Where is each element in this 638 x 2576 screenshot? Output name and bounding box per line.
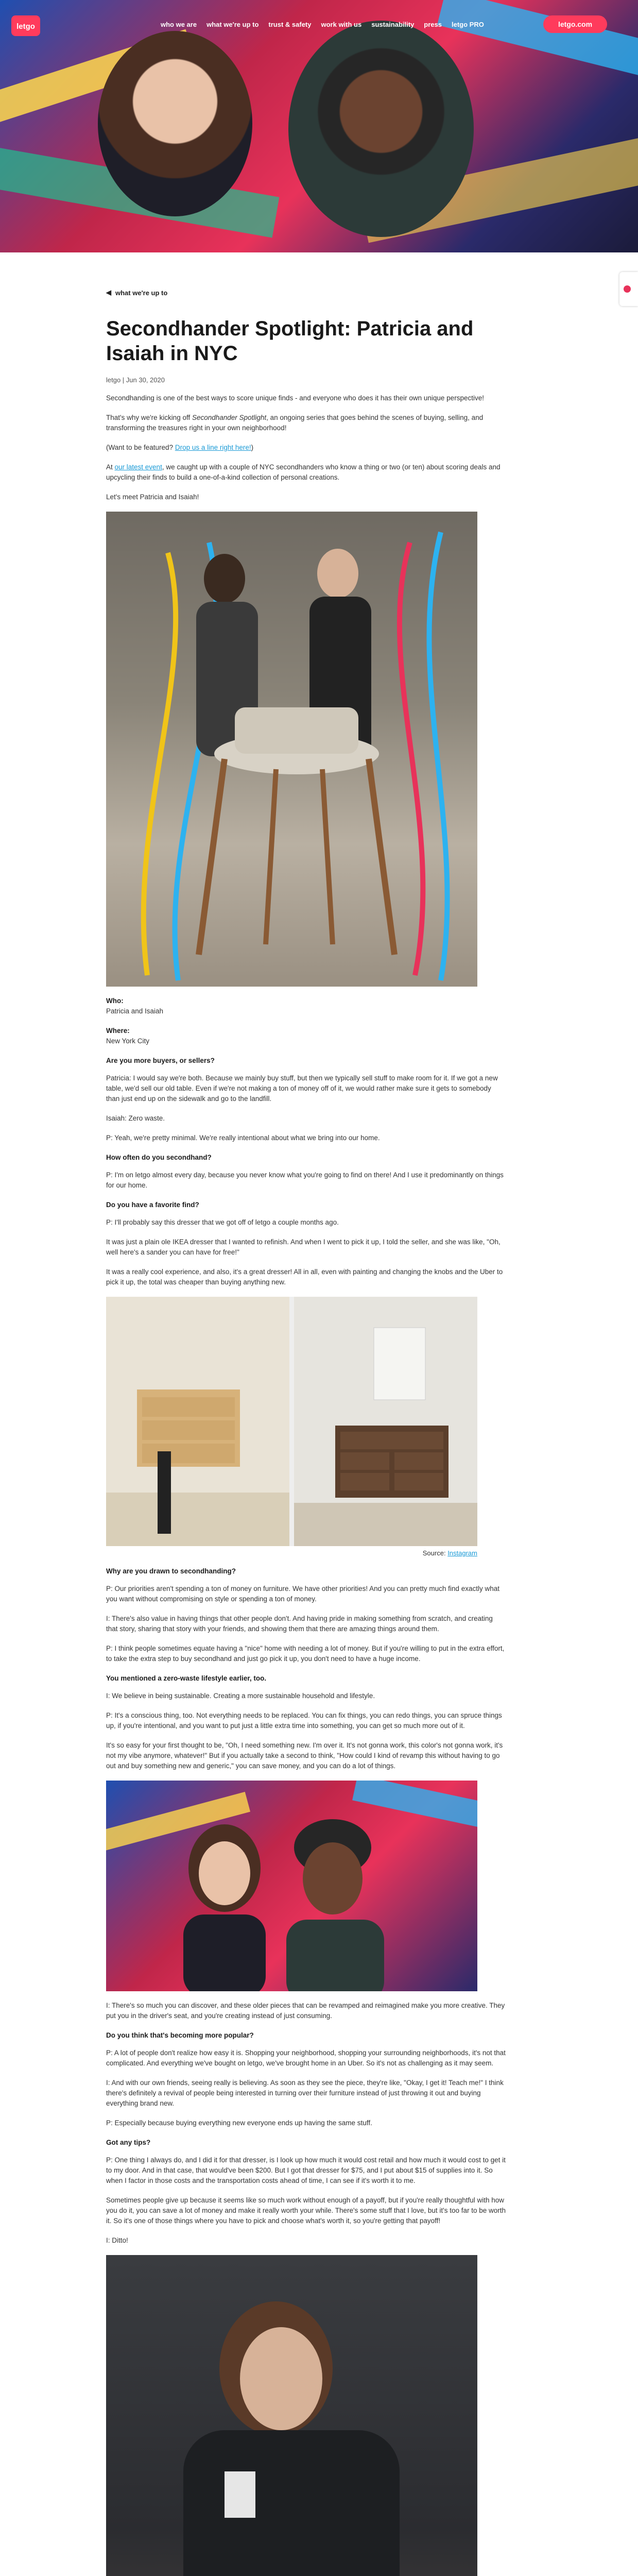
intro-paragraph-2	[106, 413, 506, 433]
question-favorite-find: Do you have a favorite find?	[106, 1201, 199, 1209]
event-text-post: , we caught up with a couple of NYC secondhanders who know a thing or two (or ten) about scoring deals and upcycling their finds to build a one-of-a-kind collection of personal creations.	[106, 463, 501, 481]
question-tips: Got any tips?	[106, 2139, 151, 2146]
nav-link-what-were-up-to[interactable]: what we're up to	[206, 21, 259, 28]
working-photo-art	[106, 2255, 477, 2576]
photo-dresser-before-after	[106, 1297, 477, 1546]
photo-chair-portrait	[106, 512, 477, 987]
intro-text-post: , an ongoing series that goes behind the scenes of buying, selling, and transforming the treasures right in your own neighborhood!	[106, 414, 484, 432]
answer-5-2: P: It's a conscious thing, too. Not everything needs to be replaced. You can fix things, you can redo things, you can spruce things up, if you're intentional, and you want to put just a little extra time into something, you can get so much more out of it.	[106, 1711, 502, 1730]
where-value: New York City	[106, 1037, 150, 1045]
where-block	[106, 1026, 506, 1046]
top-nav	[0, 15, 638, 33]
answer-6-1: P: A lot of people don't realize how easy it is. Shopping your neighborhood, shopping your surrounding neighborhoods, it's not that complicated. And everything we've bought on letgo, we've brought home in an Uber. So it's not as challenging as it may seem.	[106, 2049, 506, 2067]
answer-3-3: It was a really cool experience, and also, it's a great dresser! All in all, even with painting and changing the knobs and the Uber to pick it up, the total was cheaper than buying anything new.	[106, 1268, 503, 1286]
question-zero-waste: You mentioned a zero-waste lifestyle earlier, too.	[106, 1674, 267, 1682]
answer-5-1: I: We believe in being sustainable. Creating a more sustainable household and lifestyle.	[106, 1692, 375, 1700]
nav-link-who-we-are[interactable]: who we are	[161, 21, 197, 28]
answer-1-1: Patricia: I would say we're both. Because we mainly buy stuff, but then we typically sell stuff to make room for it. If we got a new table, we'd sell our old table. Even if we're not making a ton of money off of it, we would rather make sure it gets to somebody than just end up on the sidewalk and go to the landfill.	[106, 1074, 498, 1103]
latest-event-link[interactable]: our latest event	[114, 463, 162, 471]
answer-2-1: P: I'm on letgo almost every day, because you never know what you're going to find on there! And I use it predominantly on things for our home.	[106, 1171, 504, 1189]
nav-link-work-with-us[interactable]: work with us	[321, 21, 362, 28]
floating-widget[interactable]	[619, 272, 638, 306]
dresser-photo-art	[106, 1297, 477, 1546]
meet-paragraph: Let's meet Patricia and Isaiah!	[106, 493, 199, 501]
couple-photo-art	[106, 1781, 477, 1991]
answer-1-2: Isaiah: Zero waste.	[106, 1114, 165, 1122]
where-label: Where:	[106, 1027, 130, 1035]
chair-photo-art	[106, 512, 477, 987]
answer-4-3: P: I think people sometimes equate having a "nice" home with needing a lot of money. But if you're willing to put in the extra effort, to take the extra step to buy secondhand and just go pick it up, you don't need to have a huge income.	[106, 1645, 505, 1663]
page-title: Secondhander Spotlight: Patricia and Isaiah in NYC	[106, 317, 474, 365]
answer-7-3: I: Ditto!	[106, 2236, 128, 2244]
featured-paragraph	[106, 443, 506, 453]
answer-3-2: It was just a plain ole IKEA dresser that I wanted to refinish. And when I went to pick it up, I told the seller, and she was like, "Oh, well here's a sander you can have for free!"	[106, 1238, 501, 1256]
nav-link-letgo-pro[interactable]: letgo PRO	[452, 21, 484, 28]
answer-4-1: P: Our priorities aren't spending a ton of money on furniture. We have other priorities! And you can pretty much find exactly what you want without compromising on style or spending a ton of money.	[106, 1585, 499, 1603]
caption-source-label: Source:	[422, 1549, 448, 1557]
answer-7-1: P: One thing I always do, and I did it for that dresser, is I look up how much it would cost retail and how much it would cost to get it to my door. And in that case, that would've been $200. But I got that dresser for $75, and I put about $15 of supplies into it. So when I factor in those costs and the transportation costs ahead of time, I can see if it's worth it to me.	[106, 2156, 506, 2184]
article-content	[106, 289, 506, 2576]
svg-text:letgo: letgo	[16, 22, 35, 31]
question-how-often: How often do you secondhand?	[106, 1154, 212, 1161]
event-paragraph	[106, 462, 506, 483]
nav-link-press[interactable]: press	[424, 21, 442, 28]
photo-caption	[106, 1549, 477, 1557]
intro-series-name: Secondhander Spotlight	[192, 414, 267, 421]
answer-5-4: I: There's so much you can discover, and these older pieces that can be revamped and reimagined make you more creative. They put you in the driver's seat, and you're creating instead of just consuming.	[106, 2002, 505, 2020]
question-buyers-sellers: Are you more buyers, or sellers?	[106, 1057, 215, 1064]
event-text-pre: At	[106, 463, 115, 471]
answer-7-2: Sometimes people give up because it seems like so much work without enough of a payoff, but if you're really thoughtful with how you do it, you can save a lot of money and make it really worth your while. There's some stuff that I love, but it's too far to be worth it. So it's one of those things where you have to pick and choose what's worth it, so you're getting that payoff!	[106, 2196, 506, 2225]
back-arrow-icon: ◀	[106, 289, 111, 296]
nav-links	[161, 21, 484, 28]
question-more-popular: Do you think that's becoming more popular?	[106, 2031, 254, 2039]
widget-dot-icon	[624, 285, 631, 293]
intro-text-pre: That's why we're kicking off	[106, 414, 192, 421]
answer-6-2: I: And with our own friends, seeing really is believing. As soon as they see the piece, they're like, "Okay, I get it! Teach me!" I think there's definitely a revival of people being interested in turning over their furniture instead of just throwing it out and buying everything brand new.	[106, 2079, 504, 2107]
instagram-source-link[interactable]: Instagram	[447, 1549, 477, 1557]
question-drawn-to: Why are you drawn to secondhanding?	[106, 1567, 236, 1575]
back-link-label: what we're up to	[115, 289, 168, 297]
photo-isaiah	[288, 21, 474, 237]
nav-link-sustainability[interactable]: sustainability	[371, 21, 415, 28]
who-label: Who:	[106, 997, 124, 1005]
intro-paragraph-1: Secondhanding is one of the best ways to score unique finds - and everyone who does it has their own unique perspective!	[106, 394, 484, 402]
answer-6-3: P: Especially because buying everything new everyone ends up having the same stuff.	[106, 2119, 372, 2127]
answer-1-3: P: Yeah, we're pretty minimal. We're really intentional about what we bring into our home.	[106, 1134, 380, 1142]
letgo-logo-icon[interactable]	[11, 15, 40, 36]
back-link[interactable]	[106, 289, 506, 297]
drop-us-a-line-link[interactable]: Drop us a line right here!	[175, 444, 251, 451]
photo-couple	[106, 1781, 477, 1991]
photo-patricia	[98, 31, 252, 216]
byline: letgo | Jun 30, 2020	[106, 376, 165, 384]
answer-3-1: P: I'll probably say this dresser that we got off of letgo a couple months ago.	[106, 1218, 339, 1226]
nav-link-trust-safety[interactable]: trust & safety	[268, 21, 312, 28]
featured-text-post: )	[251, 444, 254, 451]
hero-image	[0, 0, 638, 252]
featured-text-pre: (Want to be featured?	[106, 444, 175, 451]
answer-5-3: It's so easy for your first thought to be, "Oh, I need something new. I'm over it. It's not gonna work, this color's not gonna work, it's not my vibe anymore, whatever!" But if you actually take a second to think, "How could I kind of revamp this without having to go out and buy something new and generic," you can save money, and you can do a lot of things.	[106, 1741, 503, 1770]
who-value: Patricia and Isaiah	[106, 1007, 164, 1015]
photo-working	[106, 2255, 477, 2576]
letgo-com-button[interactable]: letgo.com	[543, 15, 607, 33]
who-block	[106, 996, 506, 1016]
answer-4-2: I: There's also value in having things that other people don't. And having pride in making something from scratch, and creating that story, sharing that story with your friends, and showing them that there are amazing things around them.	[106, 1615, 493, 1633]
